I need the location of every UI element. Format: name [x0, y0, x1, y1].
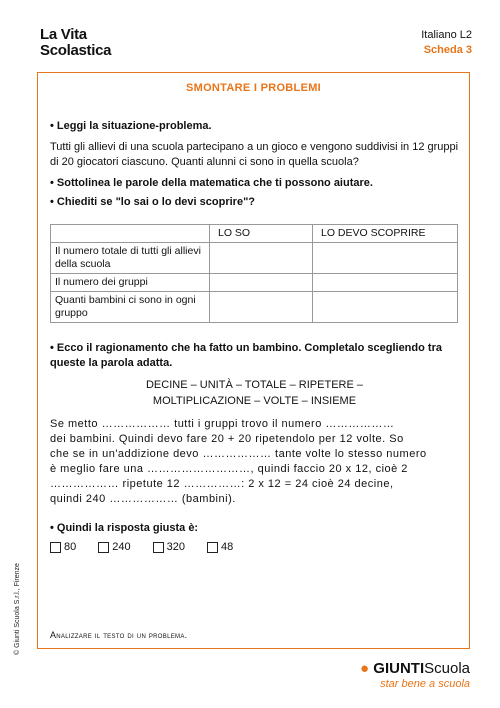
magazine-logo — [40, 27, 111, 59]
answer-option-label: 320 — [166, 541, 185, 553]
reasoning-instruction: • Ecco il ragionamento che ha fatto un bambino. Completalo scegliendo tra queste la parola adatta. — [50, 342, 442, 369]
table-cell[interactable] — [210, 243, 313, 274]
ask-instruction: • Chiediti se "lo sai o lo devi scoprire"? — [50, 196, 255, 208]
publisher-brand — [360, 660, 470, 690]
underline-instruction: • Sottolinea le parole della matematica che ti possono aiutare. — [50, 177, 373, 189]
logo-line-1: La Vita — [40, 26, 87, 43]
table-cell: Quanti bambini ci sono in ogni gruppo — [51, 292, 210, 323]
table-header-cell: LO SO — [210, 225, 313, 243]
answer-options — [50, 540, 459, 555]
checkbox-icon[interactable] — [153, 542, 164, 553]
answer-option[interactable] — [98, 540, 130, 555]
worksheet-frame — [37, 72, 470, 649]
table-cell[interactable] — [210, 292, 313, 323]
table-header-row — [51, 225, 458, 243]
subject-label: Italiano L2 — [421, 29, 472, 41]
reasoning-line[interactable]: è meglio fare una ………………………, quindi faccio 20 x 12, cioè 2 — [50, 463, 408, 475]
table-row — [51, 274, 458, 292]
table-cell[interactable] — [313, 274, 458, 292]
table-row — [51, 243, 458, 274]
logo-line-2: Scolastica — [40, 42, 112, 59]
publisher-name-a: GIUNTI — [373, 660, 425, 677]
reasoning-line[interactable]: Se metto ……………… tutti i gruppi trovo il numero ……………… — [50, 418, 395, 430]
checkbox-icon[interactable] — [50, 542, 61, 553]
word-bank-line-2: MOLTIPLICAZIONE – VOLTE – INSIEME — [152, 395, 357, 407]
read-instruction: • Leggi la situazione-problema. — [50, 120, 212, 132]
table-header-cell — [51, 225, 210, 243]
table-cell: Il numero dei gruppi — [51, 274, 210, 292]
sheet-label: Scheda 3 — [423, 44, 472, 56]
word-bank-line-1: DECINE – UNITÀ – TOTALE – RIPETERE – — [145, 379, 363, 391]
header-info — [421, 28, 472, 58]
table-cell[interactable] — [313, 292, 458, 323]
reasoning-line[interactable]: che se in un'addizione devo ……………… tante volte lo stesso numero — [50, 448, 427, 460]
reasoning-line: dei bambini. Quindi devo fare 20 + 20 ripetendolo per 12 volte. So — [50, 433, 404, 445]
checkbox-icon[interactable] — [98, 542, 109, 553]
learning-objective: Analizzare il testo di un problema. — [50, 630, 188, 640]
problem-text: Tutti gli allievi di una scuola partecipano a un gioco e vengono suddivisi in 12 gruppi di 20 giocatori ciascuno. Quanti alunni ci sono in quella scuola? — [50, 141, 459, 168]
answer-question: • Quindi la risposta giusta è: — [50, 522, 199, 534]
table-cell: Il numero totale di tutti gli allievi della scuola — [51, 243, 210, 274]
answer-option[interactable] — [153, 540, 185, 555]
publisher-name — [360, 660, 470, 677]
table-cell[interactable] — [313, 243, 458, 274]
answer-option[interactable] — [50, 540, 76, 555]
answer-option-label: 80 — [64, 541, 77, 553]
answer-option-label: 48 — [220, 541, 234, 553]
word-bank — [50, 377, 459, 409]
answer-option[interactable] — [207, 540, 233, 555]
brand-mark-icon: ● — [360, 660, 374, 677]
copyright-note: © Giunti Scuola S.r.l., Firenze — [14, 563, 21, 655]
reasoning-text — [50, 417, 459, 507]
worksheet-title: SMONTARE I PROBLEMI — [185, 82, 322, 94]
reasoning-line[interactable]: ……………… ripetute 12 ……………: 2 x 12 = 24 cioè 24 decine, — [50, 478, 394, 490]
publisher-tagline: star bene a scuola — [380, 678, 470, 690]
table-cell[interactable] — [210, 274, 313, 292]
answer-option-label: 240 — [112, 541, 131, 553]
checkbox-icon[interactable] — [207, 542, 218, 553]
table-header-cell: LO DEVO SCOPRIRE — [313, 225, 458, 243]
table-row — [51, 292, 458, 323]
publisher-name-b: Scuola — [424, 660, 470, 677]
know-table — [50, 224, 458, 323]
worksheet-content — [50, 119, 459, 555]
reasoning-line[interactable]: quindi 240 ……………… (bambini). — [50, 493, 236, 505]
